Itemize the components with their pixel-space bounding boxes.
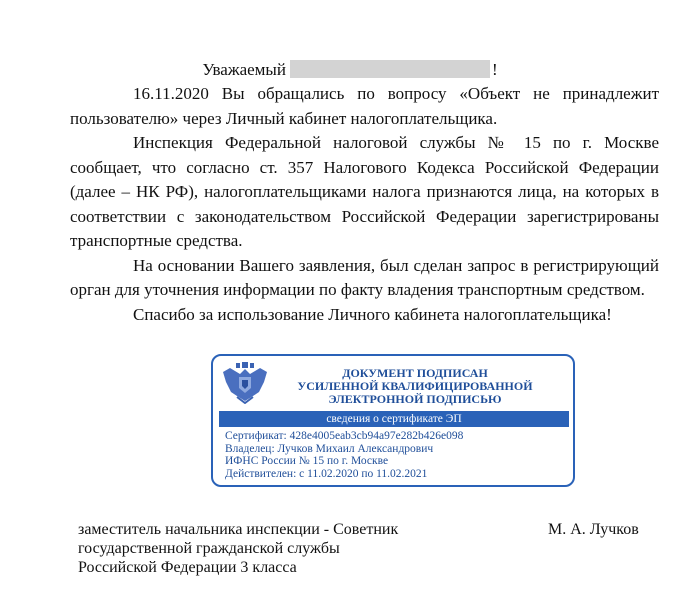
- paragraph-request: 16.11.2020 Вы обращались по вопросу «Объект не принадлежит пользователю» через Личный кабинет налогоплательщика.: [70, 84, 659, 128]
- greeting-suffix: !: [491, 60, 498, 79]
- signer-position: [78, 520, 438, 577]
- signer-position-line: заместитель начальника инспекции - Советник: [78, 521, 399, 538]
- certificate-details: [225, 430, 565, 480]
- signer-position-line: Российской Федерации 3 класса: [78, 559, 297, 576]
- certificate-owner: Владелец: Лучков Михаил Александрович: [225, 442, 434, 455]
- stamp-title-line: ДОКУМЕНТ ПОДПИСАН: [342, 366, 488, 380]
- certificate-organization: ИФНС России № 15 по г. Москве: [225, 455, 389, 467]
- paragraph-inquiry: На основании Вашего заявления, был сделан запрос в регистрирующий орган для уточнения информации по факту владения транспортным средством.: [70, 255, 659, 299]
- certificate-info-band: сведения о сертификате ЭП: [219, 411, 569, 427]
- paragraph-tax-code: Инспекция Федеральной налоговой службы № 15 по г. Москве сообщает, что согласно ст. 357 Налогового Кодекса Российской Федерации (далее – НК РФ), налогоплательщиками налога признаются лица, на которых в соответствии с законодательством Российской Федерации зарегистрированы транспортные средства.: [70, 133, 659, 250]
- stamp-title-line: ЭЛЕКТРОННОЙ ПОДПИСЬЮ: [328, 392, 502, 406]
- greeting-prefix: Уважаемый: [202, 60, 286, 79]
- certificate-validity: Действителен: с 11.02.2020 по 11.02.2021: [225, 467, 428, 480]
- paragraph-thanks: Спасибо за использование Личного кабинета налогоплательщика!: [133, 304, 612, 324]
- stamp-title: [275, 367, 555, 406]
- signer-name: М. А. Лучков: [548, 521, 639, 538]
- letter-body: [70, 82, 659, 327]
- coat-of-arms-icon: [222, 362, 268, 404]
- signer-position-line: государственной гражданской службы: [78, 540, 340, 557]
- greeting: [0, 58, 700, 83]
- redacted-name: [290, 60, 490, 78]
- signature-stamp: [211, 354, 575, 487]
- certificate-serial: Сертификат: 428e4005eab3cb94a97e282b426e098: [225, 430, 464, 442]
- stamp-title-line: УСИЛЕННОЙ КВАЛИФИЦИРОВАННОЙ: [297, 379, 533, 393]
